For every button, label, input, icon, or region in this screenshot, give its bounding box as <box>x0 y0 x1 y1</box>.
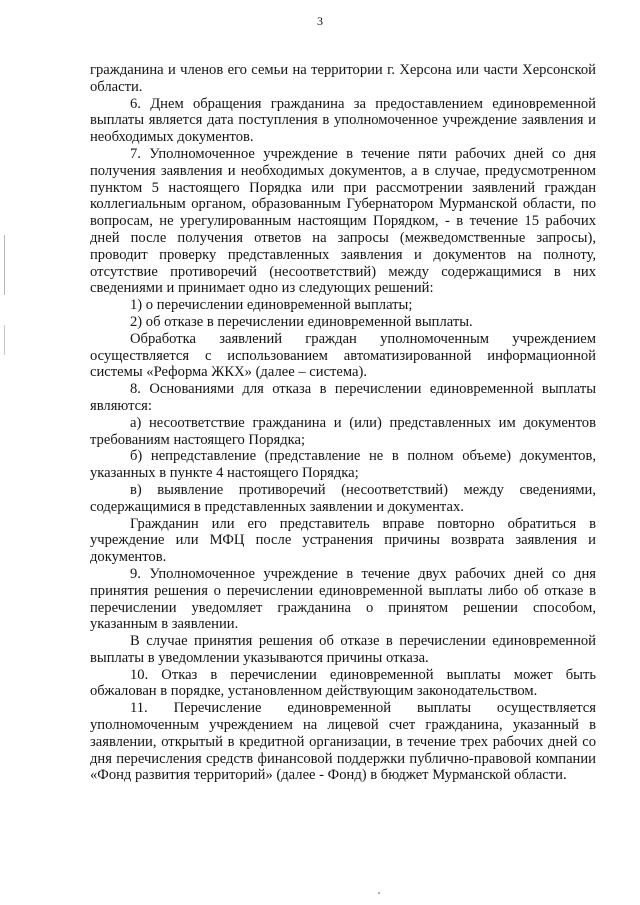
refusal-reason-c: в) выявление противоречий (несоответствий) между сведениями, содержащимися в представленных заявлении и документах. <box>90 481 596 515</box>
scan-speck <box>378 892 380 894</box>
decision-option-2: 2) об отказе в перечислении единовременной выплаты. <box>130 313 473 330</box>
paragraph-processing-system: Обработка заявлений граждан уполномоченным учреждением осуществляется с использованием автоматизированной информационной системы «Реформа ЖКХ» (далее – система). <box>90 330 596 381</box>
refusal-reason-b: б) непредставление (представление не в полном объеме) документов, указанных в пункте 4 настоящего Порядка; <box>90 448 596 482</box>
refusal-reason-a: а) несоответствие гражданина и (или) представленных им документов требованиям настоящего Порядка; <box>90 414 596 448</box>
paragraph-refusal-notice: В случае принятия решения об отказе в перечислении единовременной выплаты в уведомлении указываются причины отказа. <box>90 633 596 666</box>
page-number: 3 <box>317 14 323 28</box>
document-body <box>90 62 596 784</box>
paragraph-11: 11. Перечисление единовременной выплаты осуществляется уполномоченным учреждением на лицевой счет гражданина, указанный в заявлении, открытый в кредитной организации, в течение трех рабочих дней со дня перечисления средств финансовой поддержки публично-правовой компании «Фонд развития территорий» (далее - Фонд) в бюджет Мурманской области. <box>90 700 596 784</box>
paragraph-6: 6. Днем обращения гражданина за предоставлением единовременной выплаты является дата поступления в уполномоченное учреждение заявления и необходимых документов. <box>90 95 596 146</box>
paragraph-10: 10. Отказ в перечислении единовременной выплаты может быть обжалован в порядке, установленном действующим законодательством. <box>90 666 596 700</box>
margin-scan-mark <box>4 325 5 355</box>
decision-option-1: 1) о перечислении единовременной выплаты; <box>130 297 413 314</box>
paragraph-8: 8. Основаниями для отказа в перечислении единовременной выплаты являются: <box>90 381 596 414</box>
paragraph-continuation: гражданина и членов его семьи на территории г. Херсона или части Херсонской области. <box>90 62 596 95</box>
paragraph-7: 7. Уполномоченное учреждение в течение пяти рабочих дней со дня получения заявления и необходимых документов, а в случае, предусмотренном пунктом 5 настоящего Порядка или при рассмотрении заявлений граждан коллегиальным органом, образованным Губернатором Мурманской области, по вопросам, не урегулированным настоящим Порядком, - в течение 15 рабочих дней после получения ответов на запросы (межведомственные запросы), проводит проверку представленных заявления и документов на полноту, отсутствие противоречий (несоответствий) между содержащимися в них сведениями и принимает одно из следующих решений: <box>90 145 596 297</box>
margin-scan-mark <box>4 235 5 295</box>
paragraph-9: 9. Уполномоченное учреждение в течение двух рабочих дней со дня принятия решения о перечислении единовременной выплаты либо об отказе в перечислении уведомляет гражданина о принятом решении способом, указанным в заявлении. <box>90 565 596 633</box>
paragraph-reapply: Гражданин или его представитель вправе повторно обратиться в учреждение или МФЦ после устранения причины возврата заявления и документов. <box>90 515 596 566</box>
